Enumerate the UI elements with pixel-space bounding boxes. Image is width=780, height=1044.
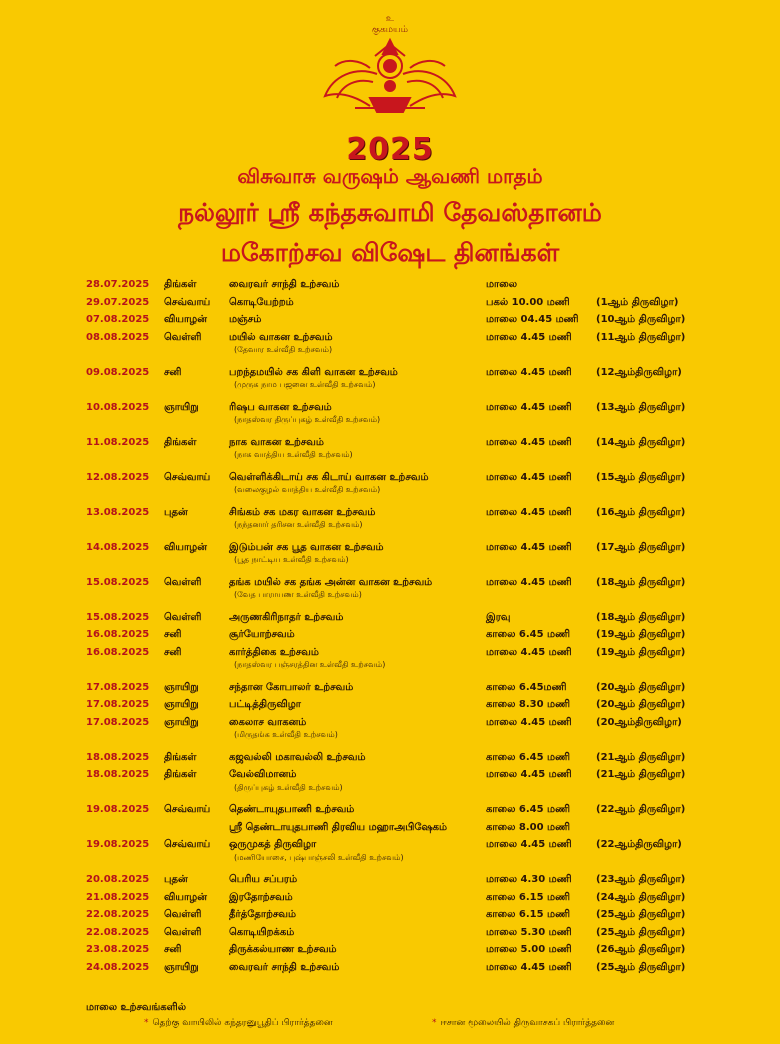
event-cell: வைரவர் சாந்தி உற்சவம் (229, 961, 340, 973)
schedule-row (0, 820, 780, 836)
time-cell: மாலை 4.45 மணி (486, 769, 572, 780)
schedule-row (0, 750, 780, 766)
date-cell: 20.08.2025 (86, 874, 150, 885)
date-cell: 22.08.2025 (86, 926, 150, 938)
festival-day-cell: (14ஆம் திருவிழா) (596, 436, 686, 448)
star-bullet-icon: * (144, 1018, 149, 1028)
day-cell: ஞாயிறு (164, 716, 199, 728)
event-cell: திருக்கல்யாண உற்சவம் (229, 944, 337, 955)
day-cell: வியாழன் (164, 891, 207, 903)
day-cell: சனி (164, 646, 182, 658)
schedule-row (0, 802, 780, 818)
schedule-row (0, 627, 780, 643)
time-cell: மாலை 5.00 மணி (486, 944, 572, 955)
date-cell: 10.08.2025 (86, 401, 150, 413)
time-cell: காலை 6.45 மணி (486, 629, 570, 640)
time-cell: மாலை 4.45 மணி (486, 839, 572, 850)
schedule-row (0, 575, 780, 591)
schedule-row (0, 540, 780, 556)
festival-day-cell: (22ஆம் திருவிழா) (596, 804, 686, 815)
event-cell: கொடியேற்றம் (229, 296, 294, 308)
day-cell: வியாழன் (164, 541, 207, 553)
festival-day-cell: (20ஆம் திருவிழா) (596, 681, 686, 693)
date-cell: 13.08.2025 (86, 506, 150, 518)
day-cell: வெள்ளி (164, 909, 202, 920)
festival-day-cell: (1ஆம் திருவிழா) (596, 296, 679, 308)
event-cell: மஞ்சம் (229, 314, 262, 325)
festival-day-cell: (25ஆம் திருவிழா) (596, 926, 686, 938)
emblem-symbol: உ (385, 14, 395, 24)
time-cell: மாலை 4.45 மணி (486, 506, 572, 518)
schedule-row (0, 505, 780, 521)
time-cell: காலை 6.15 மணி (486, 891, 570, 903)
schedule-row (0, 610, 780, 626)
time-cell: இரவு (486, 611, 511, 623)
festival-day-cell: (18ஆம் திருவிழா) (596, 611, 686, 623)
day-cell: வெள்ளி (164, 331, 202, 343)
date-cell: 18.08.2025 (86, 769, 150, 780)
time-cell: மாலை 4.45 மணி (486, 366, 572, 378)
date-cell: 14.08.2025 (86, 541, 150, 553)
procession-note: (தேவார உள்வீதி உற்சவம்) (234, 345, 333, 354)
festival-day-cell: (24ஆம் திருவிழா) (596, 891, 686, 903)
schedule-row (0, 365, 780, 381)
schedule-row (0, 435, 780, 451)
schedule-row (0, 890, 780, 906)
time-cell: காலை 6.45மணி (486, 681, 567, 693)
time-cell: பகல் 10.00 மணி (486, 296, 570, 308)
event-cell: நாக வாகன உற்சவம் (229, 436, 324, 448)
date-cell: 16.08.2025 (86, 629, 150, 640)
date-cell: 23.08.2025 (86, 944, 150, 955)
date-cell: 07.08.2025 (86, 314, 150, 325)
festival-day-cell: (23ஆம் திருவிழா) (596, 874, 686, 885)
procession-note: (முருக நாம பஜனை உள்வீதி உற்சவம்) (234, 380, 376, 389)
festival-day-cell: (19ஆம் திருவிழா) (596, 646, 686, 658)
day-cell: திங்கள் (164, 436, 197, 448)
time-cell: காலை 6.45 மணி (486, 751, 570, 763)
date-cell: 19.08.2025 (86, 839, 150, 850)
event-cell: மயில் வாகன உற்சவம் (229, 331, 333, 343)
event-cell: சூர்யோற்சவம் (229, 629, 295, 640)
event-cell: வைரவர் சாந்தி உற்சவம் (229, 279, 340, 290)
time-cell: மாலை 4.45 மணி (486, 331, 572, 343)
time-cell: மாலை 4.45 மணி (486, 401, 572, 413)
footer-note-south (144, 1018, 333, 1029)
date-cell: 11.08.2025 (86, 436, 150, 448)
day-cell: ஞாயிறு (164, 961, 199, 973)
time-cell: காலை 6.45 மணி (486, 804, 570, 815)
date-cell: 15.08.2025 (86, 611, 150, 623)
schedule-row (0, 925, 780, 941)
day-cell: வியாழன் (164, 314, 207, 325)
festival-day-cell: (21ஆம் திருவிழா) (596, 751, 686, 763)
date-cell: 19.08.2025 (86, 804, 150, 815)
event-cell: ஒருமுகத் திருவிழா (229, 839, 317, 850)
day-cell: செவ்வாய் (164, 804, 211, 815)
date-cell: 17.08.2025 (86, 699, 150, 710)
time-cell: மாலை 4.45 மணி (486, 961, 572, 973)
festival-day-cell: (16ஆம் திருவிழா) (596, 506, 686, 518)
event-cell: கஜவல்லி மகாவல்லி உற்சவம் (229, 751, 366, 763)
festival-day-cell: (12ஆம்திருவிழா) (596, 366, 682, 378)
schedule-row (0, 697, 780, 713)
festival-day-cell: (25ஆம் திருவிழா) (596, 961, 686, 973)
event-cell: கொடியிறக்கம் (229, 926, 295, 938)
event-cell: பட்டித்திருவிழா (229, 699, 301, 710)
time-cell: மாலை 04.45 மணி (486, 314, 579, 325)
event-cell: ஸ்ரீ தெண்டாயுதபாணி திரவிய மஹாஅபிஷேகம் (229, 821, 448, 833)
day-cell: திங்கள் (164, 769, 197, 780)
event-cell: தெண்டாயுதபாணி உற்சவம் (229, 804, 355, 815)
date-cell: 16.08.2025 (86, 646, 150, 658)
event-cell: கார்த்திகை உற்சவம் (229, 646, 319, 658)
time-cell: காலை 8.00 மணி (486, 821, 570, 833)
day-cell: செவ்வாய் (164, 839, 211, 850)
festival-day-cell: (13ஆம் திருவிழா) (596, 401, 686, 413)
schedule-row (0, 715, 780, 731)
time-cell: மாலை 4.30 மணி (486, 874, 572, 885)
day-cell: சனி (164, 629, 182, 640)
time-cell: காலை 6.15 மணி (486, 909, 570, 920)
festival-day-cell: (26ஆம் திருவிழா) (596, 944, 686, 955)
schedule-row (0, 680, 780, 696)
time-cell: மாலை 4.45 மணி (486, 646, 572, 658)
time-cell: மாலை 4.45 மணி (486, 541, 572, 553)
schedule-row (0, 400, 780, 416)
day-cell: வெள்ளி (164, 576, 202, 588)
date-cell: 08.08.2025 (86, 331, 150, 343)
day-cell: சனி (164, 366, 182, 378)
temple-name-title: நல்லூர் ஸ்ரீ கந்தசுவாமி தேவஸ்தானம் (178, 198, 602, 227)
festival-day-cell: (19ஆம் திருவிழா) (596, 629, 686, 640)
event-cell: சிங்கம் சக மகர வாகன உற்சவம் (229, 506, 376, 518)
festival-day-cell: (11ஆம் திருவிழா) (596, 331, 686, 343)
event-cell: ரிஷப வாகன உற்சவம் (229, 401, 332, 413)
time-cell: மாலை (486, 279, 518, 290)
month-title: விசுவாசு வருஷம் ஆவணி மாதம் (237, 164, 543, 188)
time-cell: மாலை 4.45 மணி (486, 471, 572, 483)
date-cell: 21.08.2025 (86, 891, 150, 903)
festival-day-cell: (15ஆம் திருவிழா) (596, 471, 686, 483)
day-cell: திங்கள் (164, 279, 197, 290)
schedule-row (0, 907, 780, 923)
procession-note: (மணியோசை, புஷ்பாஞ்சலி உள்வீதி உற்சவம்) (234, 852, 404, 862)
schedule-row (0, 960, 780, 976)
procession-note: (திருப்புகழ் உள்வீதி உற்சவம்) (234, 782, 343, 792)
schedule-row (0, 645, 780, 661)
date-cell: 24.08.2025 (86, 961, 150, 973)
festival-day-cell: (20ஆம் திருவிழா) (596, 699, 686, 710)
procession-note: (வலைகுழல் வாத்திய உள்வீதி உற்சவம்) (234, 485, 381, 494)
event-cell: வெள்ளிக்கிடாய் சக கிடாய் வாகன உற்சவம் (229, 471, 429, 483)
day-cell: செவ்வாய் (164, 471, 211, 483)
footer-note-text: தெற்கு வாயிலில் கந்தரனுபூதிப் பிரார்த்தனை (152, 1018, 333, 1028)
date-cell: 18.08.2025 (86, 751, 150, 763)
event-cell: கைலாச வாகனம் (229, 716, 307, 728)
date-cell: 12.08.2025 (86, 471, 150, 483)
festival-day-cell: (10ஆம் திருவிழா) (596, 314, 686, 325)
procession-note: (மிருதங்க உள்வீதி உற்சவம்) (234, 730, 338, 739)
event-cell: இடும்பன் சக பூத வாகன உற்சவம் (229, 541, 384, 553)
festival-day-cell: (21ஆம் திருவிழா) (596, 769, 686, 780)
procession-note: (நந்தனார் தரிசன உள்வீதி உற்சவம்) (234, 520, 363, 529)
procession-note: (நாக வாத்திய உள்வீதி உற்சவம்) (234, 450, 353, 459)
event-cell: பறந்தமயில் சக கிளி வாகன உற்சவம் (229, 366, 398, 378)
day-cell: ஞாயிறு (164, 699, 199, 710)
day-cell: ஞாயிறு (164, 401, 199, 413)
festival-day-cell: (18ஆம் திருவிழா) (596, 576, 686, 588)
schedule-row (0, 330, 780, 346)
footer-heading: மாலை உற்சவங்களில் (86, 1002, 187, 1013)
day-cell: செவ்வாய் (164, 296, 211, 308)
schedule-row (0, 942, 780, 958)
footer-note-text: ஈசான மூலையில் திருவாசகப் பிரார்த்தனை (440, 1018, 615, 1028)
date-cell: 28.07.2025 (86, 279, 150, 290)
date-cell: 09.08.2025 (86, 366, 150, 378)
date-cell: 22.08.2025 (86, 909, 150, 920)
day-cell: புதன் (164, 506, 188, 518)
day-cell: வெள்ளி (164, 611, 202, 623)
festival-day-cell: (17ஆம் திருவிழா) (596, 541, 686, 553)
schedule-row (0, 277, 780, 293)
peacock-crest-icon (315, 36, 465, 116)
day-cell: சனி (164, 944, 182, 955)
time-cell: காலை 8.30 மணி (486, 699, 570, 710)
procession-note: (நாதஸ்வர திருப்புகழ் உள்வீதி உற்சவம்) (234, 415, 381, 424)
emblem-caption: குகமயம் (372, 25, 408, 35)
day-cell: ஞாயிறு (164, 681, 199, 693)
procession-note: (நாதஸ்வர பஞ்சரத்தின உள்வீதி உற்சவம்) (234, 660, 386, 669)
event-cell: பெரிய சப்பரம் (229, 874, 298, 885)
date-cell: 15.08.2025 (86, 576, 150, 588)
procession-note: (வேத பாராயண உள்வீதி உற்சவம்) (234, 590, 362, 599)
footer-note-northeast (432, 1018, 614, 1029)
date-cell: 17.08.2025 (86, 716, 150, 728)
procession-note: (பூத நாட்டிய உள்வீதி உற்சவம்) (234, 555, 349, 564)
festival-day-cell: (20ஆம்திருவிழா) (596, 716, 682, 728)
time-cell: மாலை 4.45 மணி (486, 576, 572, 588)
event-cell: தீர்த்தோற்சவம் (229, 909, 297, 920)
schedule-row (0, 872, 780, 888)
event-cell: அருணகிரிநாதர் உற்சவம் (229, 611, 344, 623)
time-cell: மாலை 4.45 மணி (486, 716, 572, 728)
event-cell: இரதோற்சவம் (229, 891, 293, 903)
date-cell: 17.08.2025 (86, 681, 150, 693)
schedule-row (0, 767, 780, 783)
day-cell: திங்கள் (164, 751, 197, 763)
festival-day-cell: (25ஆம் திருவிழா) (596, 909, 686, 920)
year-heading: 2025 (346, 132, 434, 167)
star-bullet-icon: * (432, 1018, 437, 1028)
time-cell: மாலை 5.30 மணி (486, 926, 572, 938)
time-cell: மாலை 4.45 மணி (486, 436, 572, 448)
event-cell: தங்க மயில் சக தங்க அன்ன வாகன உற்சவம் (229, 576, 433, 588)
date-cell: 29.07.2025 (86, 296, 150, 308)
schedule-row (0, 312, 780, 328)
temple-emblem (0, 14, 780, 116)
festival-day-cell: (22ஆம்திருவிழா) (596, 839, 682, 850)
festival-title: மகோற்சவ விஷேட தினங்கள் (220, 238, 560, 267)
schedule-row (0, 470, 780, 486)
day-cell: வெள்ளி (164, 926, 202, 938)
event-cell: சந்தான கோபாலர் உற்சவம் (229, 681, 354, 693)
event-cell: வேல்விமானம் (229, 769, 297, 780)
schedule-row (0, 295, 780, 311)
day-cell: புதன் (164, 874, 188, 885)
